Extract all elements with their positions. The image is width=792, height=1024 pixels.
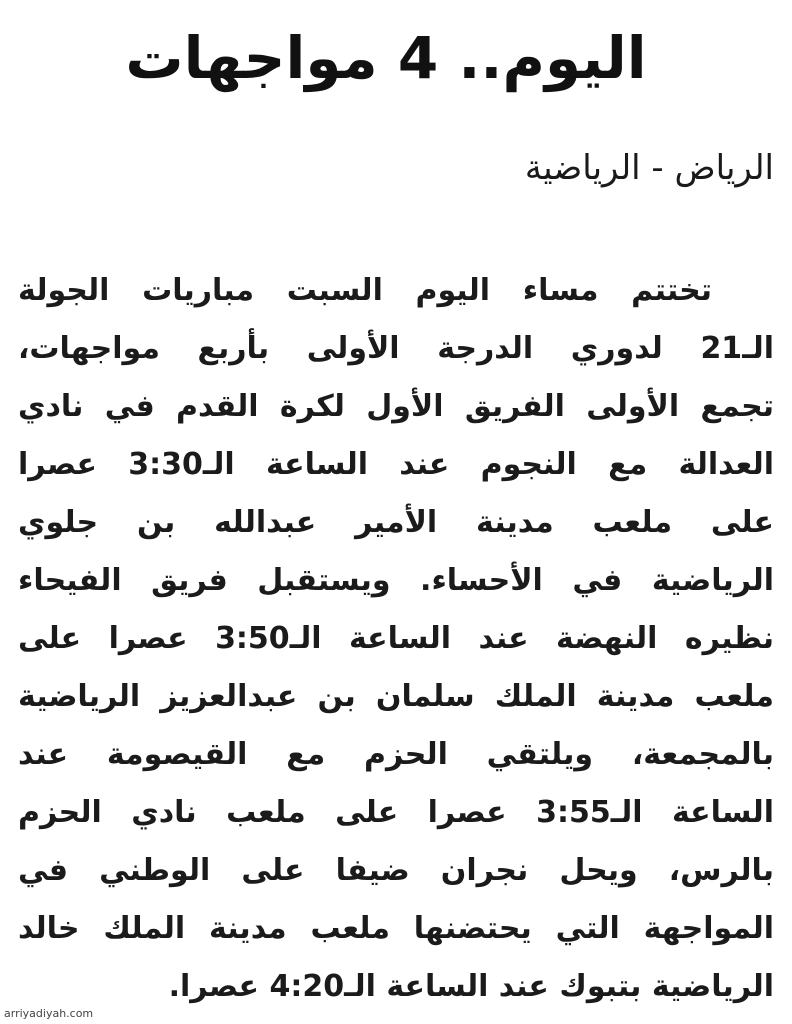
- body-line: بالرس، ويحل نجران ضيفا على الوطني في: [18, 853, 774, 888]
- headline: اليوم.. 4 مواجهات: [125, 24, 647, 92]
- body-line: تختتم مساء اليوم السبت مباريات الجولة: [18, 273, 712, 308]
- source-watermark: arriyadiyah.com: [4, 1007, 94, 1020]
- body-line: ملعب مدينة الملك سلمان بن عبدالعزيز الرياضية: [18, 679, 774, 714]
- body-line: على ملعب مدينة الأمير عبدالله بن جلوي: [18, 505, 774, 540]
- body-line: الرياضية بتبوك عند الساعة الـ4:20 عصرا.: [168, 969, 774, 1004]
- byline: الرياض - الرياضية: [524, 148, 774, 188]
- body-line: الرياضية في الأحساء. ويستقبل فريق الفيحاء: [18, 563, 774, 598]
- body-line: الـ21 لدوري الدرجة الأولى بأربع مواجهات،: [18, 331, 774, 366]
- body-line: نظيره النهضة عند الساعة الـ3:50 عصرا على: [18, 621, 774, 656]
- article-body: [18, 262, 774, 1016]
- body-line: العدالة مع النجوم عند الساعة الـ3:30 عصرا: [18, 447, 774, 482]
- body-line: تجمع الأولى الفريق الأول لكرة القدم في نادي: [18, 389, 774, 424]
- body-line: بالمجمعة، ويلتقي الحزم مع القيصومة عند: [18, 737, 774, 772]
- body-line: المواجهة التي يحتضنها ملعب مدينة الملك خالد: [18, 911, 774, 946]
- body-line: الساعة الـ3:55 عصرا على ملعب نادي الحزم: [18, 795, 774, 830]
